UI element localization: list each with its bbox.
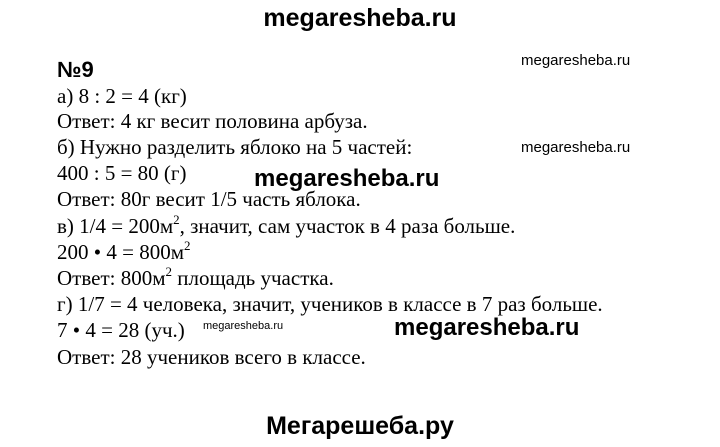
solution-line-c [57,214,515,238]
answer-line-c [57,266,334,290]
answer-line-c-start: Ответ: 800м [57,266,166,290]
solution-line-d: г) 1/7 = 4 человека, значит, учеников в классе в 7 раз больше. [57,292,603,316]
watermark-center-bold: megaresheba.ru [254,165,440,192]
calc-line-b: 400 : 5 = 80 (г) [57,161,187,185]
superscript-2: 2 [183,238,191,253]
problem-number: №9 [57,57,94,82]
calc-line-c [57,240,190,264]
solution-line-c-start: в) 1/4 = 200м [57,214,174,238]
superscript-2: 2 [173,212,180,227]
answer-line-b: Ответ: 80г весит 1/5 часть яблока. [57,187,361,211]
calc-line-c-start: 200 • 4 = 800м [57,240,184,264]
footer-watermark: Мегарешеба.ру [266,412,454,440]
answer-line-d: Ответ: 28 учеников всего в классе. [57,345,366,369]
answer-line-a: Ответ: 4 кг весит половина арбуза. [57,109,368,133]
watermark-right-mid: megaresheba.ru [521,139,631,156]
watermark-right-top: megaresheba.ru [521,52,631,69]
calc-line-d: 7 • 4 = 28 (уч.) [57,318,185,342]
watermark-inline-small: megaresheba.ru [203,320,284,332]
solution-line-a: а) 8 : 2 = 4 (кг) [57,84,187,108]
solution-line-c-end: , значит, сам участок в 4 раза больше. [179,214,516,238]
watermark-right-bold: megaresheba.ru [394,314,580,341]
solution-line-b: б) Нужно разделить яблоко на 5 частей: [57,135,413,159]
header-watermark: megaresheba.ru [263,4,457,32]
answer-line-c-end: площадь участка. [172,266,334,290]
superscript-2: 2 [165,264,173,279]
